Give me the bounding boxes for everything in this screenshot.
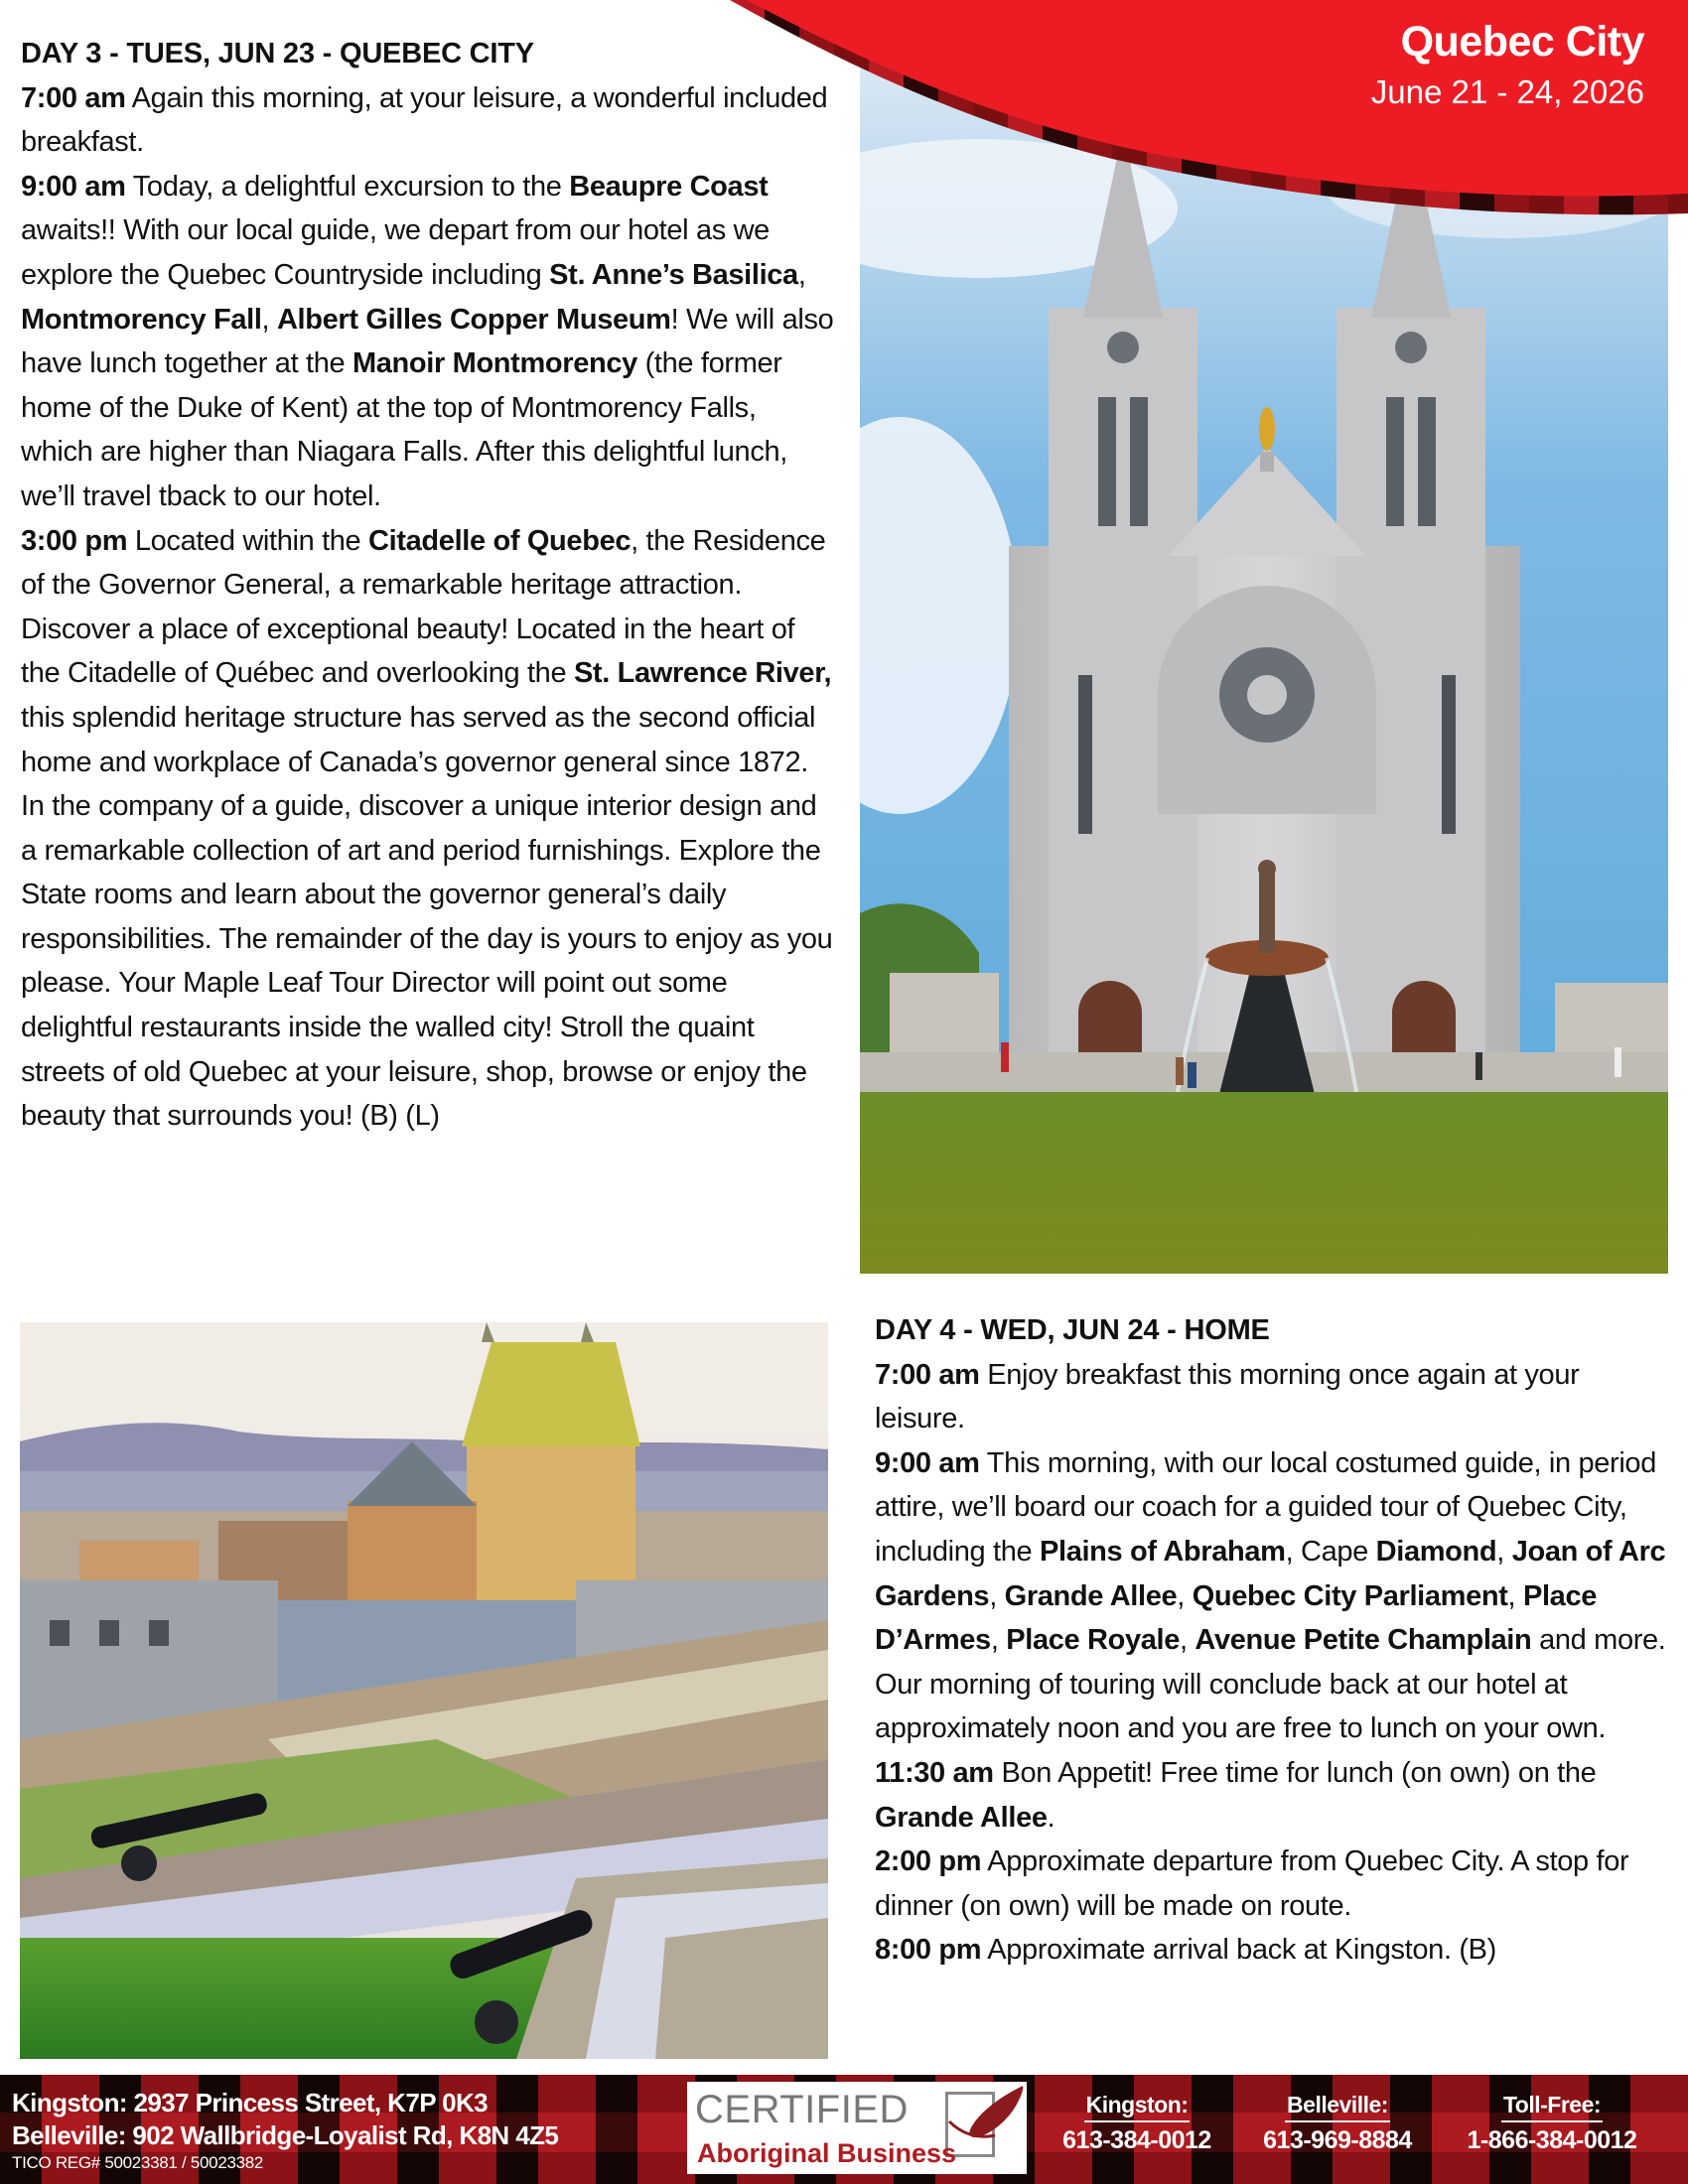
entry-text: , xyxy=(261,303,277,336)
highlighted-place: St. Anne’s Basilica xyxy=(549,258,798,291)
entry-time: 8:00 pm xyxy=(875,1934,982,1967)
entry-text: , xyxy=(989,1579,1005,1612)
entry-text: , the Residence of the Governor General, a remarkable heritage attraction. Discover a place of exceptional beauty! Located in the heart of the Citadelle of Québec and overlooking the xyxy=(21,524,826,690)
entry-text: , xyxy=(1177,1579,1193,1612)
itinerary-entry xyxy=(875,1751,1669,1840)
entry-text: Approximate departure from Quebec City. A stop for dinner (on own) will be made on route. xyxy=(875,1845,1629,1922)
entry-time: 11:30 am xyxy=(875,1756,994,1789)
tico-registration: TICO REG# 50023381 / 50023382 xyxy=(12,2153,264,2172)
phone-label: Belleville: xyxy=(1285,2091,1390,2122)
phone-kingston xyxy=(1048,2091,1226,2158)
itinerary-entry xyxy=(21,519,835,1139)
highlighted-place: Quebec City Parliament xyxy=(1192,1579,1508,1612)
certified-aboriginal-business-logo xyxy=(687,2082,1027,2174)
highlighted-place: Grande Allee xyxy=(1004,1579,1178,1612)
highlighted-place: Joan of Arc Gardens xyxy=(875,1535,1666,1612)
day4-heading: DAY 4 - WED, JUN 24 - HOME xyxy=(875,1314,1270,1346)
day3-heading: DAY 3 - TUES, JUN 23 - QUEBEC CITY xyxy=(21,38,534,69)
office-addresses xyxy=(12,2087,558,2174)
entry-text: awaits!! With our local guide, we depart from our hotel as we explore the Quebec Countryside including xyxy=(21,214,770,291)
entry-text: Enjoy breakfast this morning once again at your leisure. xyxy=(875,1358,1580,1435)
phone-label: Kingston: xyxy=(1084,2091,1191,2122)
trip-dates: June 21 - 24, 2026 xyxy=(1370,73,1644,110)
trip-title: Quebec City xyxy=(1400,18,1644,66)
phone-label: Toll-Free: xyxy=(1501,2091,1603,2122)
entry-text: this splendid heritage structure has served as the second official home and workplace of Canada’s governor general since 1872. In the company of a guide, discover a unique interior design and a remarkable collection of art and period furnishings. Explore the State rooms and learn about the governor general’s daily responsibilities. The remainder of the day is yours to enjoy as you please. Your Maple Leaf Tour Director will point out some delightful restaurants inside the walled city! Stroll the quaint streets of old Quebec at your leisure, shop, browse or enjoy the beauty that surrounds you! (B) (L) xyxy=(21,701,833,1133)
highlighted-place: Diamond xyxy=(1375,1535,1497,1568)
entry-text: and more. Our morning of touring will conclude back at our hotel at approximately noon and you are free to lunch on your own. xyxy=(875,1624,1666,1745)
entry-text: , xyxy=(1496,1535,1512,1568)
day4-section xyxy=(875,1308,1669,1973)
entry-text: , xyxy=(1507,1579,1523,1612)
phone-belleville xyxy=(1248,2091,1427,2158)
itinerary-entry xyxy=(875,1441,1669,1751)
phone-number[interactable]: 613-969-8884 xyxy=(1263,2126,1412,2154)
entry-text: , xyxy=(1180,1624,1196,1657)
entry-text: , xyxy=(797,258,806,291)
aboriginal-business-text: Aboriginal Business xyxy=(697,2138,957,2168)
day3-itinerary xyxy=(21,76,835,1139)
chateau-image xyxy=(20,1322,828,2059)
entry-text: ! We will also have lunch together at the xyxy=(21,303,834,380)
entry-time: 2:00 pm xyxy=(875,1845,982,1878)
highlighted-place: Grande Allee xyxy=(875,1801,1048,1834)
highlighted-place: Albert Gilles Copper Museum xyxy=(276,303,671,336)
highlighted-place: Beaupre Coast xyxy=(569,170,769,203)
entry-text: , Cape xyxy=(1285,1535,1376,1568)
entry-text: Again this morning, at your leisure, a wonderful included breakfast. xyxy=(21,81,828,159)
entry-time: 7:00 am xyxy=(875,1358,980,1391)
highlighted-place: Montmorency Fall xyxy=(21,303,262,336)
basilica-photo xyxy=(860,60,1668,1274)
entry-text: (the former home of the Duke of Kent) at the top of Montmorency Falls, which are higher than Niagara Falls. After this delightful lunch, we’ll travel tback to our hotel. xyxy=(21,347,787,512)
chateau-frontenac-photo xyxy=(20,1322,828,2059)
feather-icon xyxy=(947,2084,1025,2149)
itinerary-entry xyxy=(875,1840,1669,1928)
entry-text: Bon Appetit! Free time for lunch (on own) on the xyxy=(993,1756,1597,1789)
entry-time: 9:00 am xyxy=(875,1446,980,1479)
entry-text: Today, a delightful excursion to the xyxy=(125,170,570,203)
entry-time: 9:00 am xyxy=(21,170,126,203)
highlighted-place: Manoir Montmorency xyxy=(352,347,637,380)
entry-text: Located within the xyxy=(127,524,369,557)
highlighted-place: Plains of Abraham xyxy=(1040,1535,1286,1568)
basilica-image xyxy=(860,60,1668,1274)
entry-text: , xyxy=(990,1624,1007,1657)
entry-time: 7:00 am xyxy=(21,81,126,114)
highlighted-place: St. Lawrence River, xyxy=(573,657,832,690)
entry-text: Approximate arrival back at Kingston. (B) xyxy=(981,1934,1496,1967)
itinerary-entry xyxy=(875,1353,1669,1441)
day4-itinerary xyxy=(875,1353,1669,1973)
entry-text: . xyxy=(1047,1801,1055,1834)
entry-time: 3:00 pm xyxy=(21,524,128,557)
belleville-address: Belleville: 902 Wallbridge-Loyalist Rd, K8N 4Z5 xyxy=(12,2120,559,2150)
highlighted-place: Citadelle of Quebec xyxy=(368,524,632,557)
kingston-address: Kingston: 2937 Princess Street, K7P 0K3 xyxy=(12,2088,488,2117)
phone-toll-free xyxy=(1448,2091,1656,2158)
itinerary-entry xyxy=(875,1928,1669,1973)
phone-number[interactable]: 613-384-0012 xyxy=(1062,2126,1211,2154)
highlighted-place: Place Royale xyxy=(1006,1624,1180,1657)
certified-text: CERTIFIED xyxy=(695,2088,909,2131)
highlighted-place: Avenue Petite Champlain xyxy=(1195,1624,1532,1657)
phone-number[interactable]: 1-866-384-0012 xyxy=(1467,2126,1637,2154)
entry-text: This morning, with our local costumed guide, in period attire, we’ll board our coach for a guided tour of Quebec City, including the xyxy=(875,1446,1656,1568)
footer xyxy=(0,2075,1688,2184)
highlighted-place: Place D’Armes xyxy=(875,1579,1598,1657)
